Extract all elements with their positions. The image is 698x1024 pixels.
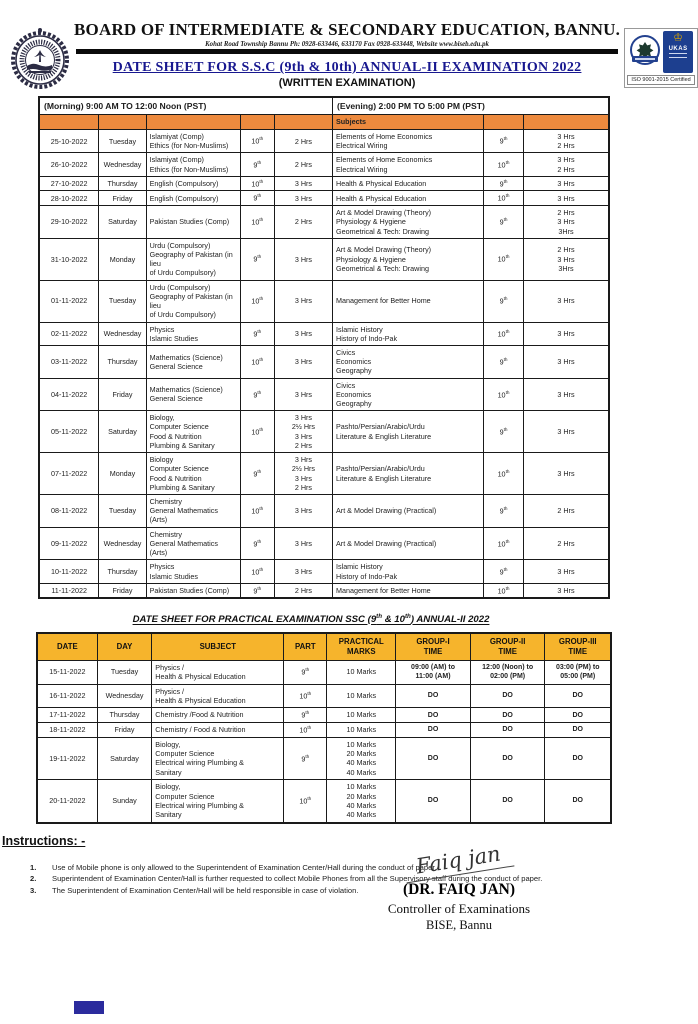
evening-subject: Pashto/Persian/Arabic/Urdu Literature & English Literature [333, 411, 484, 453]
exam-day: Friday [99, 583, 146, 598]
practical-exam-table [36, 632, 612, 824]
evening-class: 10th [484, 378, 524, 411]
practical-day: Friday [97, 722, 152, 737]
evening-subject: Art & Model Drawing (Theory) Physiology & Hygiene Geometrical & Tech: Drawing [333, 206, 484, 239]
evening-subject: Pashto/Persian/Arabic/Urdu Literature & English Literature [333, 453, 484, 495]
exam-date: 11-11-2022 [39, 583, 99, 598]
practical-part: 10th [284, 684, 327, 708]
evening-duration: 3 Hrs [523, 453, 609, 495]
exam-date: 02-11-2022 [39, 322, 99, 345]
exam-date: 07-11-2022 [39, 453, 99, 495]
morning-subject: Chemistry General Mathematics (Arts) [146, 495, 240, 528]
morning-duration: 3 Hrs [274, 560, 332, 583]
ukas-label: UKAS [668, 46, 688, 52]
written-exam-row [39, 527, 609, 560]
morning-class: 10th [240, 280, 274, 322]
morning-subject: Biology, Computer Science Food & Nutrition Plumbing & Sanitary [146, 411, 240, 453]
exam-date: 09-11-2022 [39, 527, 99, 560]
group1-time: DO [396, 780, 471, 823]
morning-class: 10th [240, 345, 274, 378]
written-exam-table [38, 96, 610, 599]
exam-date: 08-11-2022 [39, 495, 99, 528]
practical-datesheet-title: DATE SHEET FOR PRACTICAL EXAMINATION SSC (9th & 10th) ANNUAL-II 2022 [132, 613, 490, 626]
exam-day: Friday [99, 378, 146, 411]
practical-part: 9th [284, 660, 327, 684]
practical-marks: 10 Marks [327, 708, 396, 723]
orange-cell [523, 115, 609, 130]
morning-duration: 2 Hrs [274, 206, 332, 239]
morning-duration: 3 Hrs [274, 527, 332, 560]
morning-subject: Biology Computer Science Food & Nutrition Plumbing & Sanitary [146, 453, 240, 495]
written-exam-row [39, 206, 609, 239]
soqar-badge-icon [629, 32, 661, 72]
written-exam-row [39, 176, 609, 191]
evening-session-header: (Evening) 2:00 PM TO 5:00 PM (PST) [333, 97, 610, 115]
written-exam-row [39, 495, 609, 528]
board-address-line: Kohat Road Township Bannu Ph: 0928-633446, 633170 Fax 0928-633448, Website www.biseb.edu.pk [205, 41, 489, 48]
evening-duration: 2 Hrs 3 Hrs 3Hrs [523, 206, 609, 239]
group2-time: DO [470, 684, 545, 708]
group1-time: DO [396, 737, 471, 779]
group2-time: DO [470, 722, 545, 737]
morning-subject: Islamiyat (Comp) Ethics (for Non-Muslims) [146, 130, 240, 153]
evening-subject: Civics Economics Geography [333, 345, 484, 378]
evening-duration: 2 Hrs [523, 527, 609, 560]
practical-subject: Chemistry / Food & Nutrition [152, 722, 284, 737]
practical-marks: 10 Marks [327, 660, 396, 684]
exam-date: 25-10-2022 [39, 130, 99, 153]
exam-date: 04-11-2022 [39, 378, 99, 411]
evening-class: 9th [484, 560, 524, 583]
practical-col-header-3: PART [284, 633, 327, 661]
exam-day: Monday [99, 453, 146, 495]
evening-class: 10th [484, 191, 524, 206]
written-examination-subtitle: (WRITTEN EXAMINATION) [278, 77, 416, 89]
practical-subject: Chemistry /Food & Nutrition [152, 708, 284, 723]
exam-date: 05-11-2022 [39, 411, 99, 453]
signature-block [354, 841, 564, 933]
practical-part: 10th [284, 780, 327, 823]
instruction-number: 1. [30, 862, 37, 872]
morning-duration: 3 Hrs [274, 191, 332, 206]
morning-class: 10th [240, 560, 274, 583]
orange-cell [274, 115, 332, 130]
practical-marks: 10 Marks [327, 684, 396, 708]
practical-date: 15-11-2022 [37, 660, 97, 684]
exam-date: 03-11-2022 [39, 345, 99, 378]
group2-time: 12:00 (Noon) to 02:00 (PM) [470, 660, 545, 684]
morning-duration: 3 Hrs [274, 495, 332, 528]
written-exam-row [39, 378, 609, 411]
practical-subject: Biology, Computer Science Electrical wiring Plumbing & Sanitary [152, 780, 284, 823]
signatory-organization: BISE, Bannu [426, 918, 492, 932]
exam-day: Thursday [99, 176, 146, 191]
written-exam-row [39, 130, 609, 153]
evening-subject: Art & Model Drawing (Practical) [333, 527, 484, 560]
exam-day: Friday [99, 191, 146, 206]
morning-subject: English (Compulsory) [146, 176, 240, 191]
morning-duration: 3 Hrs 2½ Hrs 3 Hrs 2 Hrs [274, 411, 332, 453]
practical-day: Wednesday [97, 684, 152, 708]
morning-class: 10th [240, 130, 274, 153]
morning-duration: 3 Hrs 2½ Hrs 3 Hrs 2 Hrs [274, 453, 332, 495]
practical-subject: Physics / Health & Physical Education [152, 660, 284, 684]
practical-col-header-5: GROUP-I TIME [396, 633, 471, 661]
practical-day: Tuesday [97, 660, 152, 684]
signatory-name: (DR. FAIQ JAN) [402, 881, 516, 898]
signature-scribble: Faiq jan [403, 840, 515, 884]
exam-date: 27-10-2022 [39, 176, 99, 191]
evening-subject: Islamic History History of Indo-Pak [333, 322, 484, 345]
evening-class: 10th [484, 527, 524, 560]
evening-duration: 3 Hrs [523, 322, 609, 345]
evening-duration: 3 Hrs 2 Hrs [523, 153, 609, 176]
certification-logos [624, 28, 698, 88]
morning-class: 9th [240, 527, 274, 560]
practical-part: 10th [284, 722, 327, 737]
group3-time: DO [545, 722, 611, 737]
practical-col-header-6: GROUP-II TIME [470, 633, 545, 661]
evening-class: 10th [484, 322, 524, 345]
page-bottom-mark [74, 1001, 104, 1014]
morning-duration: 3 Hrs [274, 238, 332, 280]
exam-day: Thursday [99, 560, 146, 583]
practical-part: 9th [284, 708, 327, 723]
practical-date: 17-11-2022 [37, 708, 97, 723]
morning-class: 9th [240, 378, 274, 411]
exam-date: 10-11-2022 [39, 560, 99, 583]
exam-day: Saturday [99, 206, 146, 239]
morning-duration: 3 Hrs [274, 322, 332, 345]
subjects-header-row [39, 115, 609, 130]
exam-day: Thursday [99, 345, 146, 378]
morning-subject: Islamiyat (Comp) Ethics (for Non-Muslims) [146, 153, 240, 176]
morning-duration: 2 Hrs [274, 153, 332, 176]
practical-exam-row [37, 684, 611, 708]
evening-subject: Elements of Home Economics Electrical Wiring [333, 130, 484, 153]
iso-certified-label: ISO 9001-2015 Certified [627, 75, 695, 85]
header-titles [70, 20, 624, 89]
evening-duration: 3 Hrs [523, 583, 609, 598]
exam-date: 28-10-2022 [39, 191, 99, 206]
written-exam-row [39, 322, 609, 345]
instruction-text: Superintendent of Examination Center/Hall is further requested to collect Mobile Phones from all the Supervisory staff during the conduct of paper. [52, 874, 543, 884]
practical-col-header-1: DAY [97, 633, 152, 661]
exam-date: 31-10-2022 [39, 238, 99, 280]
exam-date: 01-11-2022 [39, 280, 99, 322]
written-exam-row [39, 345, 609, 378]
evening-subject: Management for Better Home [333, 583, 484, 598]
evening-duration: 3 Hrs [523, 191, 609, 206]
certification-badges [627, 31, 695, 73]
group3-time: DO [545, 780, 611, 823]
evening-class: 9th [484, 411, 524, 453]
instruction-text: Use of Mobile phone is only allowed to the Superintendent of Examination Center/Hall during the conduct of paper. [52, 862, 437, 872]
evening-subject: Art & Model Drawing (Practical) [333, 495, 484, 528]
evening-duration: 3 Hrs [523, 411, 609, 453]
exam-day: Tuesday [99, 130, 146, 153]
crown-icon: ♔ [673, 32, 684, 44]
written-exam-row [39, 153, 609, 176]
instruction-number: 3. [30, 886, 37, 896]
morning-duration: 2 Hrs [274, 130, 332, 153]
practical-exam-row [37, 660, 611, 684]
morning-subject: English (Compulsory) [146, 191, 240, 206]
practical-day: Saturday [97, 737, 152, 779]
written-exam-row [39, 560, 609, 583]
morning-subject: Physics Islamic Studies [146, 560, 240, 583]
practical-header-row [37, 633, 611, 661]
orange-cell [146, 115, 240, 130]
instructions-heading: Instructions: - [2, 833, 86, 848]
group1-time: DO [396, 708, 471, 723]
header-divider-bar [76, 49, 618, 54]
morning-class: 9th [240, 583, 274, 598]
evening-class: 10th [484, 583, 524, 598]
exam-day: Wednesday [99, 153, 146, 176]
page-header [0, 0, 691, 92]
practical-col-header-0: DATE [37, 633, 97, 661]
practical-day: Thursday [97, 708, 152, 723]
evening-duration: 3 Hrs [523, 176, 609, 191]
practical-col-header-2: SUBJECT [152, 633, 284, 661]
practical-subject: Biology, Computer Science Electrical wiring Plumbing & Sanitary [152, 737, 284, 779]
group3-time: DO [545, 737, 611, 779]
written-exam-row [39, 191, 609, 206]
practical-date: 20-11-2022 [37, 780, 97, 823]
practical-marks: 10 Marks 20 Marks 40 Marks 40 Marks [327, 780, 396, 823]
group3-time: DO [545, 684, 611, 708]
orange-cell [99, 115, 146, 130]
morning-class: 9th [240, 238, 274, 280]
practical-marks: 10 Marks 20 Marks 40 Marks 40 Marks [327, 737, 396, 779]
exam-day: Wednesday [99, 527, 146, 560]
exam-day: Monday [99, 238, 146, 280]
morning-class: 9th [240, 191, 274, 206]
practical-date: 16-11-2022 [37, 684, 97, 708]
evening-subject: Management for Better Home [333, 280, 484, 322]
subjects-header-cell: Subjects [333, 115, 484, 130]
evening-duration: 3 Hrs [523, 345, 609, 378]
practical-exam-row [37, 780, 611, 823]
morning-subject: Urdu (Compulsory) Geography of Pakistan (in lieu of Urdu Compulsory) [146, 238, 240, 280]
evening-class: 9th [484, 206, 524, 239]
evening-class: 9th [484, 495, 524, 528]
evening-class: 9th [484, 176, 524, 191]
practical-exam-row [37, 722, 611, 737]
morning-subject: Mathematics (Science) General Science [146, 345, 240, 378]
evening-class: 10th [484, 453, 524, 495]
morning-duration: 3 Hrs [274, 176, 332, 191]
evening-subject: Civics Economics Geography [333, 378, 484, 411]
morning-duration: 2 Hrs [274, 583, 332, 598]
evening-subject: Health & Physical Education [333, 176, 484, 191]
group2-time: DO [470, 780, 545, 823]
morning-subject: Chemistry General Mathematics (Arts) [146, 527, 240, 560]
morning-class: 10th [240, 411, 274, 453]
morning-duration: 3 Hrs [274, 280, 332, 322]
evening-subject: Islamic History History of Indo-Pak [333, 560, 484, 583]
group3-time: DO [545, 708, 611, 723]
evening-class: 10th [484, 238, 524, 280]
morning-class: 9th [240, 322, 274, 345]
morning-class: 10th [240, 495, 274, 528]
written-exam-row [39, 411, 609, 453]
group2-time: DO [470, 737, 545, 779]
practical-date: 19-11-2022 [37, 737, 97, 779]
evening-subject: Elements of Home Economics Electrical Wiring [333, 153, 484, 176]
written-exam-row [39, 238, 609, 280]
datesheet-title: DATE SHEET FOR S.S.C (9th & 10th) ANNUAL-II EXAMINATION 2022 [112, 60, 582, 75]
evening-duration: 3 Hrs [523, 280, 609, 322]
group1-time: DO [396, 722, 471, 737]
orange-cell [484, 115, 524, 130]
group1-time: 09:00 (AM) to 11:00 (AM) [396, 660, 471, 684]
practical-part: 9th [284, 737, 327, 779]
morning-duration: 3 Hrs [274, 345, 332, 378]
evening-class: 10th [484, 153, 524, 176]
evening-class: 9th [484, 130, 524, 153]
bise-bannu-seal-logo [10, 26, 70, 92]
evening-duration: 3 Hrs 2 Hrs [523, 130, 609, 153]
morning-class: 9th [240, 153, 274, 176]
signatory-role: Controller of Examinations [387, 901, 531, 916]
evening-subject: Health & Physical Education [333, 191, 484, 206]
morning-session-header: (Morning) 9:00 AM TO 12:00 Noon (PST) [39, 97, 333, 115]
exam-day: Tuesday [99, 495, 146, 528]
group3-time: 03:00 (PM) to 05:00 (PM) [545, 660, 611, 684]
morning-class: 9th [240, 453, 274, 495]
morning-subject: Pakistan Studies (Comp) [146, 206, 240, 239]
evening-duration: 2 Hrs [523, 495, 609, 528]
exam-date: 26-10-2022 [39, 153, 99, 176]
written-exam-row [39, 583, 609, 598]
group1-time: DO [396, 684, 471, 708]
evening-class: 9th [484, 345, 524, 378]
morning-subject: Mathematics (Science) General Science [146, 378, 240, 411]
board-title: BOARD OF INTERMEDIATE & SECONDARY EDUCATION, BANNU. [74, 20, 621, 39]
practical-date: 18-11-2022 [37, 722, 97, 737]
orange-cell [240, 115, 274, 130]
evening-duration: 3 Hrs [523, 378, 609, 411]
written-exam-row [39, 453, 609, 495]
evening-class: 9th [484, 280, 524, 322]
ukas-badge-icon [663, 31, 693, 73]
ukas-lines-decoration [669, 53, 687, 58]
practical-col-header-7: GROUP-III TIME [545, 633, 611, 661]
morning-subject: Pakistan Studies (Comp) [146, 583, 240, 598]
session-header-row [39, 97, 609, 115]
instruction-number: 2. [30, 874, 37, 884]
written-exam-row [39, 280, 609, 322]
evening-subject: Art & Model Drawing (Theory) Physiology & Hygiene Geometrical & Tech: Drawing [333, 238, 484, 280]
practical-subject: Physics / Health & Physical Education [152, 684, 284, 708]
orange-cell [39, 115, 99, 130]
exam-day: Saturday [99, 411, 146, 453]
exam-day: Tuesday [99, 280, 146, 322]
exam-day: Wednesday [99, 322, 146, 345]
morning-subject: Physics Islamic Studies [146, 322, 240, 345]
practical-exam-row [37, 708, 611, 723]
instruction-text: The Superintendent of Examination Center/Hall will be held responsible in case of violation. [52, 886, 359, 896]
practical-col-header-4: PRACTICAL MARKS [327, 633, 396, 661]
morning-duration: 3 Hrs [274, 378, 332, 411]
morning-class: 10th [240, 206, 274, 239]
group2-time: DO [470, 708, 545, 723]
practical-exam-row [37, 737, 611, 779]
morning-class: 10th [240, 176, 274, 191]
evening-duration: 2 Hrs 3 Hrs 3Hrs [523, 238, 609, 280]
practical-marks: 10 Marks [327, 722, 396, 737]
exam-date: 29-10-2022 [39, 206, 99, 239]
morning-subject: Urdu (Compulsory) Geography of Pakistan (in lieu of Urdu Compulsory) [146, 280, 240, 322]
evening-duration: 3 Hrs [523, 560, 609, 583]
practical-day: Sunday [97, 780, 152, 823]
